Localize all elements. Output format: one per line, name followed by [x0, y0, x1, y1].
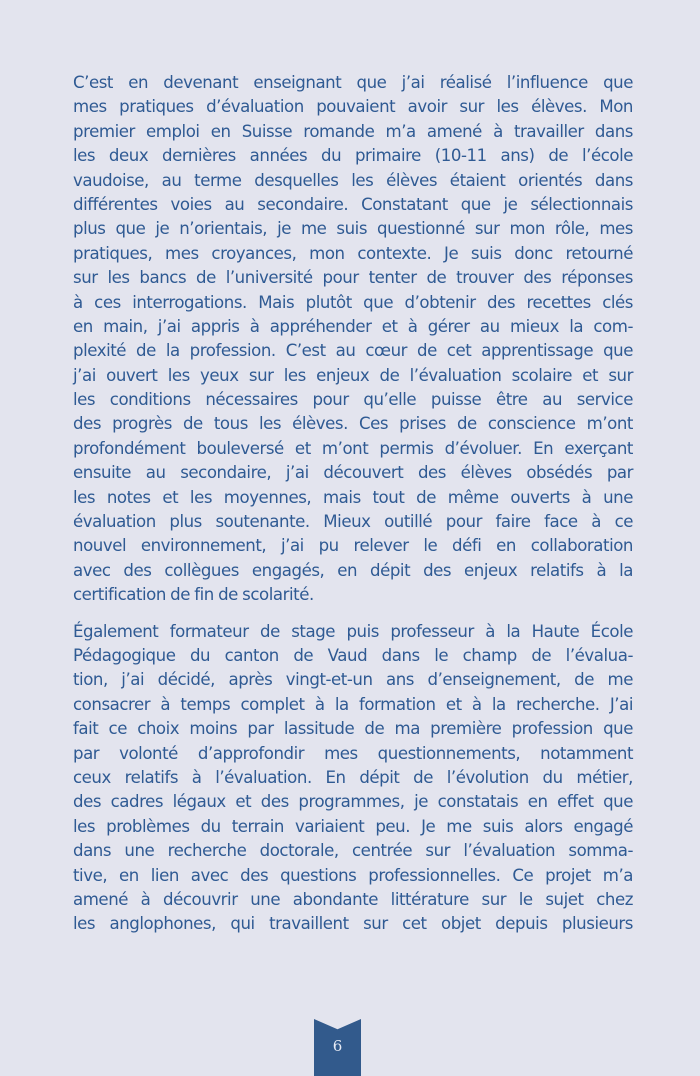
text-line: les anglophones, qui travaillent sur cet objet depuis plusieurs — [73, 914, 633, 934]
text-line: Pédagogique du canton de Vaud dans le champ de l’évalua- — [73, 645, 633, 665]
text-line: j’ai ouvert les yeux sur les enjeux de l’évaluation scolaire et sur — [73, 365, 633, 385]
text-line: en main, j’ai appris à appréhender et à gérer au mieux la com- — [73, 316, 633, 336]
text-line: certification de fin de scolarité. — [73, 585, 314, 605]
text-line: mes pratiques d’évaluation pouvaient avoir sur les élèves. Mon — [73, 97, 633, 117]
text-line: sur les bancs de l’université pour tenter de trouver des réponses — [73, 268, 633, 288]
text-line: consacrer à temps complet à la formation et à la recherche. J’ai — [73, 694, 633, 714]
text-line: Également formateur de stage puis professeur à la Haute École — [73, 621, 633, 641]
text-line: C’est en devenant enseignant que j’ai réalisé l’influence que — [73, 73, 633, 92]
text-line: ceux relatifs à l’évaluation. En dépit de l’évolution du métier, — [73, 767, 633, 787]
text-line: des progrès de tous les élèves. Ces prises de conscience m’ont — [73, 414, 633, 434]
text-line: tive, en lien avec des questions professionnelles. Ce projet m’a — [73, 865, 633, 885]
body-text — [73, 71, 633, 937]
text-line: évaluation plus soutenante. Mieux outillé pour faire face à ce — [73, 512, 633, 532]
text-line: les notes et les moyennes, mais tout de même ouverts à une — [73, 487, 633, 507]
text-line: plus que je n’orientais, je me suis questionné sur mon rôle, mes — [73, 219, 633, 239]
text-line: amené à découvrir une abondante littérature sur le sujet chez — [73, 889, 633, 909]
text-line: tion, j’ai décidé, après vingt-et-un ans d’enseignement, de me — [73, 670, 633, 690]
text-line: différentes voies au secondaire. Constatant que je sélectionnais — [73, 194, 633, 214]
text-line: par volonté d’approfondir mes questionnements, notamment — [73, 743, 633, 763]
text-line: les conditions nécessaires pour qu’elle puisse être au service — [73, 390, 633, 410]
paragraph-2 — [73, 620, 633, 937]
text-line: ensuite au secondaire, j’ai découvert des élèves obsédés par — [73, 463, 633, 483]
text-line: dans une recherche doctorale, centrée sur l’évaluation somma- — [73, 841, 633, 861]
text-line: les problèmes du terrain variaient peu. Je me suis alors engagé — [73, 816, 633, 836]
text-line: premier emploi en Suisse romande m’a amené à travailler dans — [73, 121, 633, 141]
text-line: fait ce choix moins par lassitude de ma première profession que — [73, 719, 633, 739]
text-line: pratiques, mes croyances, mon contexte. Je suis donc retourné — [73, 243, 633, 263]
text-line: les deux dernières années du primaire (10-11 ans) de l’école — [73, 146, 633, 166]
page-number: 6 — [332, 1037, 343, 1055]
text-line: à ces interrogations. Mais plutôt que d’obtenir des recettes clés — [73, 292, 633, 312]
text-line: plexité de la profession. C’est au cœur de cet apprentissage que — [73, 341, 633, 361]
paragraph-1 — [73, 71, 633, 608]
text-line: nouvel environnement, j’ai pu relever le défi en collaboration — [73, 536, 633, 556]
text-line: profondément bouleversé et m’ont permis d’évoluer. En exerçant — [73, 438, 633, 458]
text-line: des cadres légaux et des programmes, je constatais en effet que — [73, 792, 633, 812]
text-line: vaudoise, au terme desquelles les élèves étaient orientés dans — [73, 170, 633, 190]
text-line: avec des collègues engagés, en dépit des enjeux relatifs à la — [73, 560, 633, 580]
